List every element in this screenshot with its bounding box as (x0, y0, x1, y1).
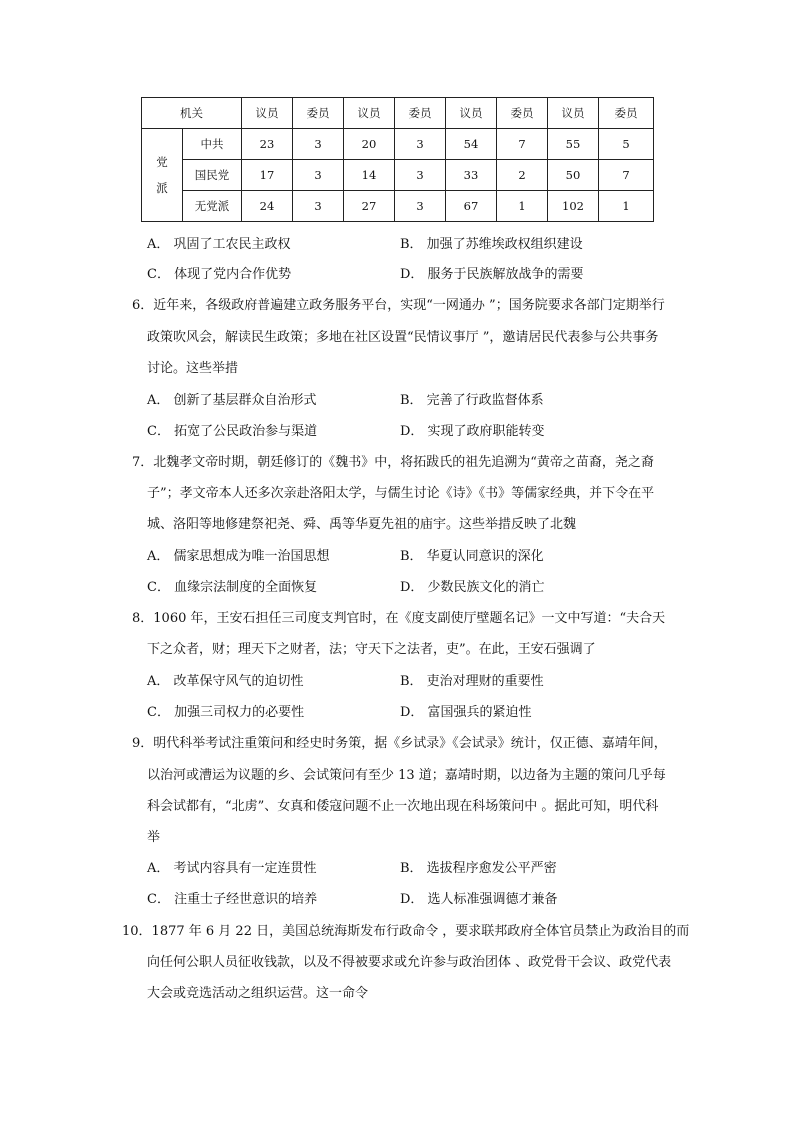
q9-stem-line: 科会试都有，“北虏”、女真和倭寇问题不止一次地出现在科场策问中 。据此可知，明代科 (147, 799, 659, 814)
q7-option-a[interactable]: A． 儒家思想成为唯一治国思想 (147, 549, 330, 564)
table-cell: 20 (344, 129, 395, 160)
table-header-row (142, 98, 654, 129)
table-row (142, 191, 654, 222)
q7-stem-line: 城、洛阳等地修建祭祀尧、舜、禹等华夏先祖的庙宇。这些举措反映了北魏 (147, 517, 577, 532)
q7-stem-line: 子”；孝文帝本人还多次亲赴洛阳太学，与儒生讨论《诗》《书》等儒家经典，并下令在平 (147, 486, 655, 501)
table-cell: 67 (446, 191, 497, 222)
q6-option-a[interactable]: A． 创新了基层群众自治形式 (147, 393, 317, 408)
table-cell: 54 (446, 129, 497, 160)
table-cell: 3 (293, 191, 344, 222)
q9-stem-line: 举 (147, 830, 161, 845)
table-cell: 27 (344, 191, 395, 222)
q10-stem-line: 向任何公职人员征收钱款，以及不得被要求或允许参与政治团体 、政党骨干会议、政党代表 (147, 955, 672, 970)
header-cell: 委员 (395, 98, 446, 129)
header-cell: 机关 (142, 98, 242, 129)
table-cell: 50 (548, 160, 599, 191)
q6-option-b[interactable]: B． 完善了行政监督体系 (400, 393, 544, 408)
q6-option-d[interactable]: D． 实现了政府职能转变 (400, 424, 545, 439)
table-cell: 23 (242, 129, 293, 160)
header-cell: 议员 (242, 98, 293, 129)
table-cell: 33 (446, 160, 497, 191)
q8-option-d[interactable]: D． 富国强兵的紧迫性 (400, 705, 532, 720)
q9-stem-line: 9．明代科举考试注重策问和经史时务策，据《乡试录》《会试录》统计，仅正德、嘉靖年间， (132, 736, 667, 751)
header-cell: 委员 (497, 98, 548, 129)
table-cell: 3 (395, 129, 446, 160)
header-cell: 委员 (599, 98, 654, 129)
header-cell: 议员 (548, 98, 599, 129)
header-cell: 议员 (446, 98, 497, 129)
q9-option-b[interactable]: B． 选拔程序愈发公平严密 (400, 861, 557, 876)
table-cell: 24 (242, 191, 293, 222)
q6-stem-line: 政策吹风会，解读民生政策；多地在社区设置“民情议事厅 ”，邀请居民代表参与公共事务 (147, 330, 659, 345)
q5-option-c[interactable]: C． 体现了党内合作优势 (147, 267, 292, 282)
q8-stem-line: 8．1060 年，王安石担任三司度支判官时，在《度支副使厅壁题名记》一文中写道：“夫合天 (132, 611, 666, 626)
q9-option-c[interactable]: C． 注重士子经世意识的培养 (147, 892, 318, 907)
q9-stem-line: 以治河或漕运为议题的乡、会试策问有至少 13 道；嘉靖时期，以边备为主题的策问几乎每 (147, 768, 666, 783)
q6-stem-line: 6．近年来，各级政府普遍建立政务服务平台，实现“一网通办 ”；国务院要求各部门定期举行 (132, 298, 665, 313)
table-cell: 1 (599, 191, 654, 222)
q8-option-c[interactable]: C． 加强三司权力的必要性 (147, 705, 305, 720)
q5-option-b[interactable]: B． 加强了苏维埃政权组织建设 (400, 237, 583, 252)
table-cell: 5 (599, 129, 654, 160)
q8-stem-line: 下之众者，财；理天下之财者，法；守天下之法者，吏”。在此，王安石强调了 (147, 642, 596, 657)
table-cell: 3 (293, 160, 344, 191)
table-cell: 17 (242, 160, 293, 191)
q8-option-a[interactable]: A． 改革保守风气的迫切性 (147, 674, 304, 689)
row-name-cell: 无党派 (183, 191, 242, 222)
table-cell: 14 (344, 160, 395, 191)
q10-stem-line: 大会或竞选活动之组织运营。这一命令 (147, 986, 369, 1001)
table-cell: 102 (548, 191, 599, 222)
header-cell: 议员 (344, 98, 395, 129)
q7-option-c[interactable]: C． 血缘宗法制度的全面恢复 (147, 580, 318, 595)
q5-option-d[interactable]: D． 服务于民族解放战争的需要 (400, 267, 584, 282)
group-label-cell (142, 129, 183, 222)
q9-option-d[interactable]: D． 选人标准强调德才兼备 (400, 892, 558, 907)
table-cell: 3 (395, 191, 446, 222)
q5-option-a[interactable]: A． 巩固了工农民主政权 (147, 237, 291, 252)
row-name-cell: 中共 (183, 129, 242, 160)
q7-option-b[interactable]: B． 华夏认同意识的深化 (400, 549, 544, 564)
q7-option-d[interactable]: D． 少数民族文化的消亡 (400, 580, 545, 595)
table-cell: 7 (599, 160, 654, 191)
group-label-bottom: 派 (156, 181, 168, 195)
table-cell: 2 (497, 160, 548, 191)
table-cell: 1 (497, 191, 548, 222)
row-name-cell: 国民党 (183, 160, 242, 191)
q9-option-a[interactable]: A． 考试内容具有一定连贯性 (147, 861, 317, 876)
q8-option-b[interactable]: B． 吏治对理财的重要性 (400, 674, 544, 689)
table-row (142, 129, 654, 160)
table-cell: 3 (395, 160, 446, 191)
table-cell: 55 (548, 129, 599, 160)
group-label-top: 党 (156, 155, 168, 169)
table-cell: 7 (497, 129, 548, 160)
q7-stem-line: 7．北魏孝文帝时期，朝廷修订的《魏书》中，将拓跋氏的祖先追溯为“黄帝之苗裔，尧之裔 (132, 455, 654, 470)
q10-stem-line: 10．1877 年 6 月 22 日，美国总统海斯发布行政命令 ，要求联邦政府全体官员禁止为政治目的而 (122, 924, 690, 939)
header-cell: 委员 (293, 98, 344, 129)
table-cell: 3 (293, 129, 344, 160)
table-row (142, 160, 654, 191)
q6-stem-line: 讨论。这些举措 (147, 361, 239, 376)
data-table (141, 97, 654, 222)
q6-option-c[interactable]: C． 拓宽了公民政治参与渠道 (147, 424, 318, 439)
